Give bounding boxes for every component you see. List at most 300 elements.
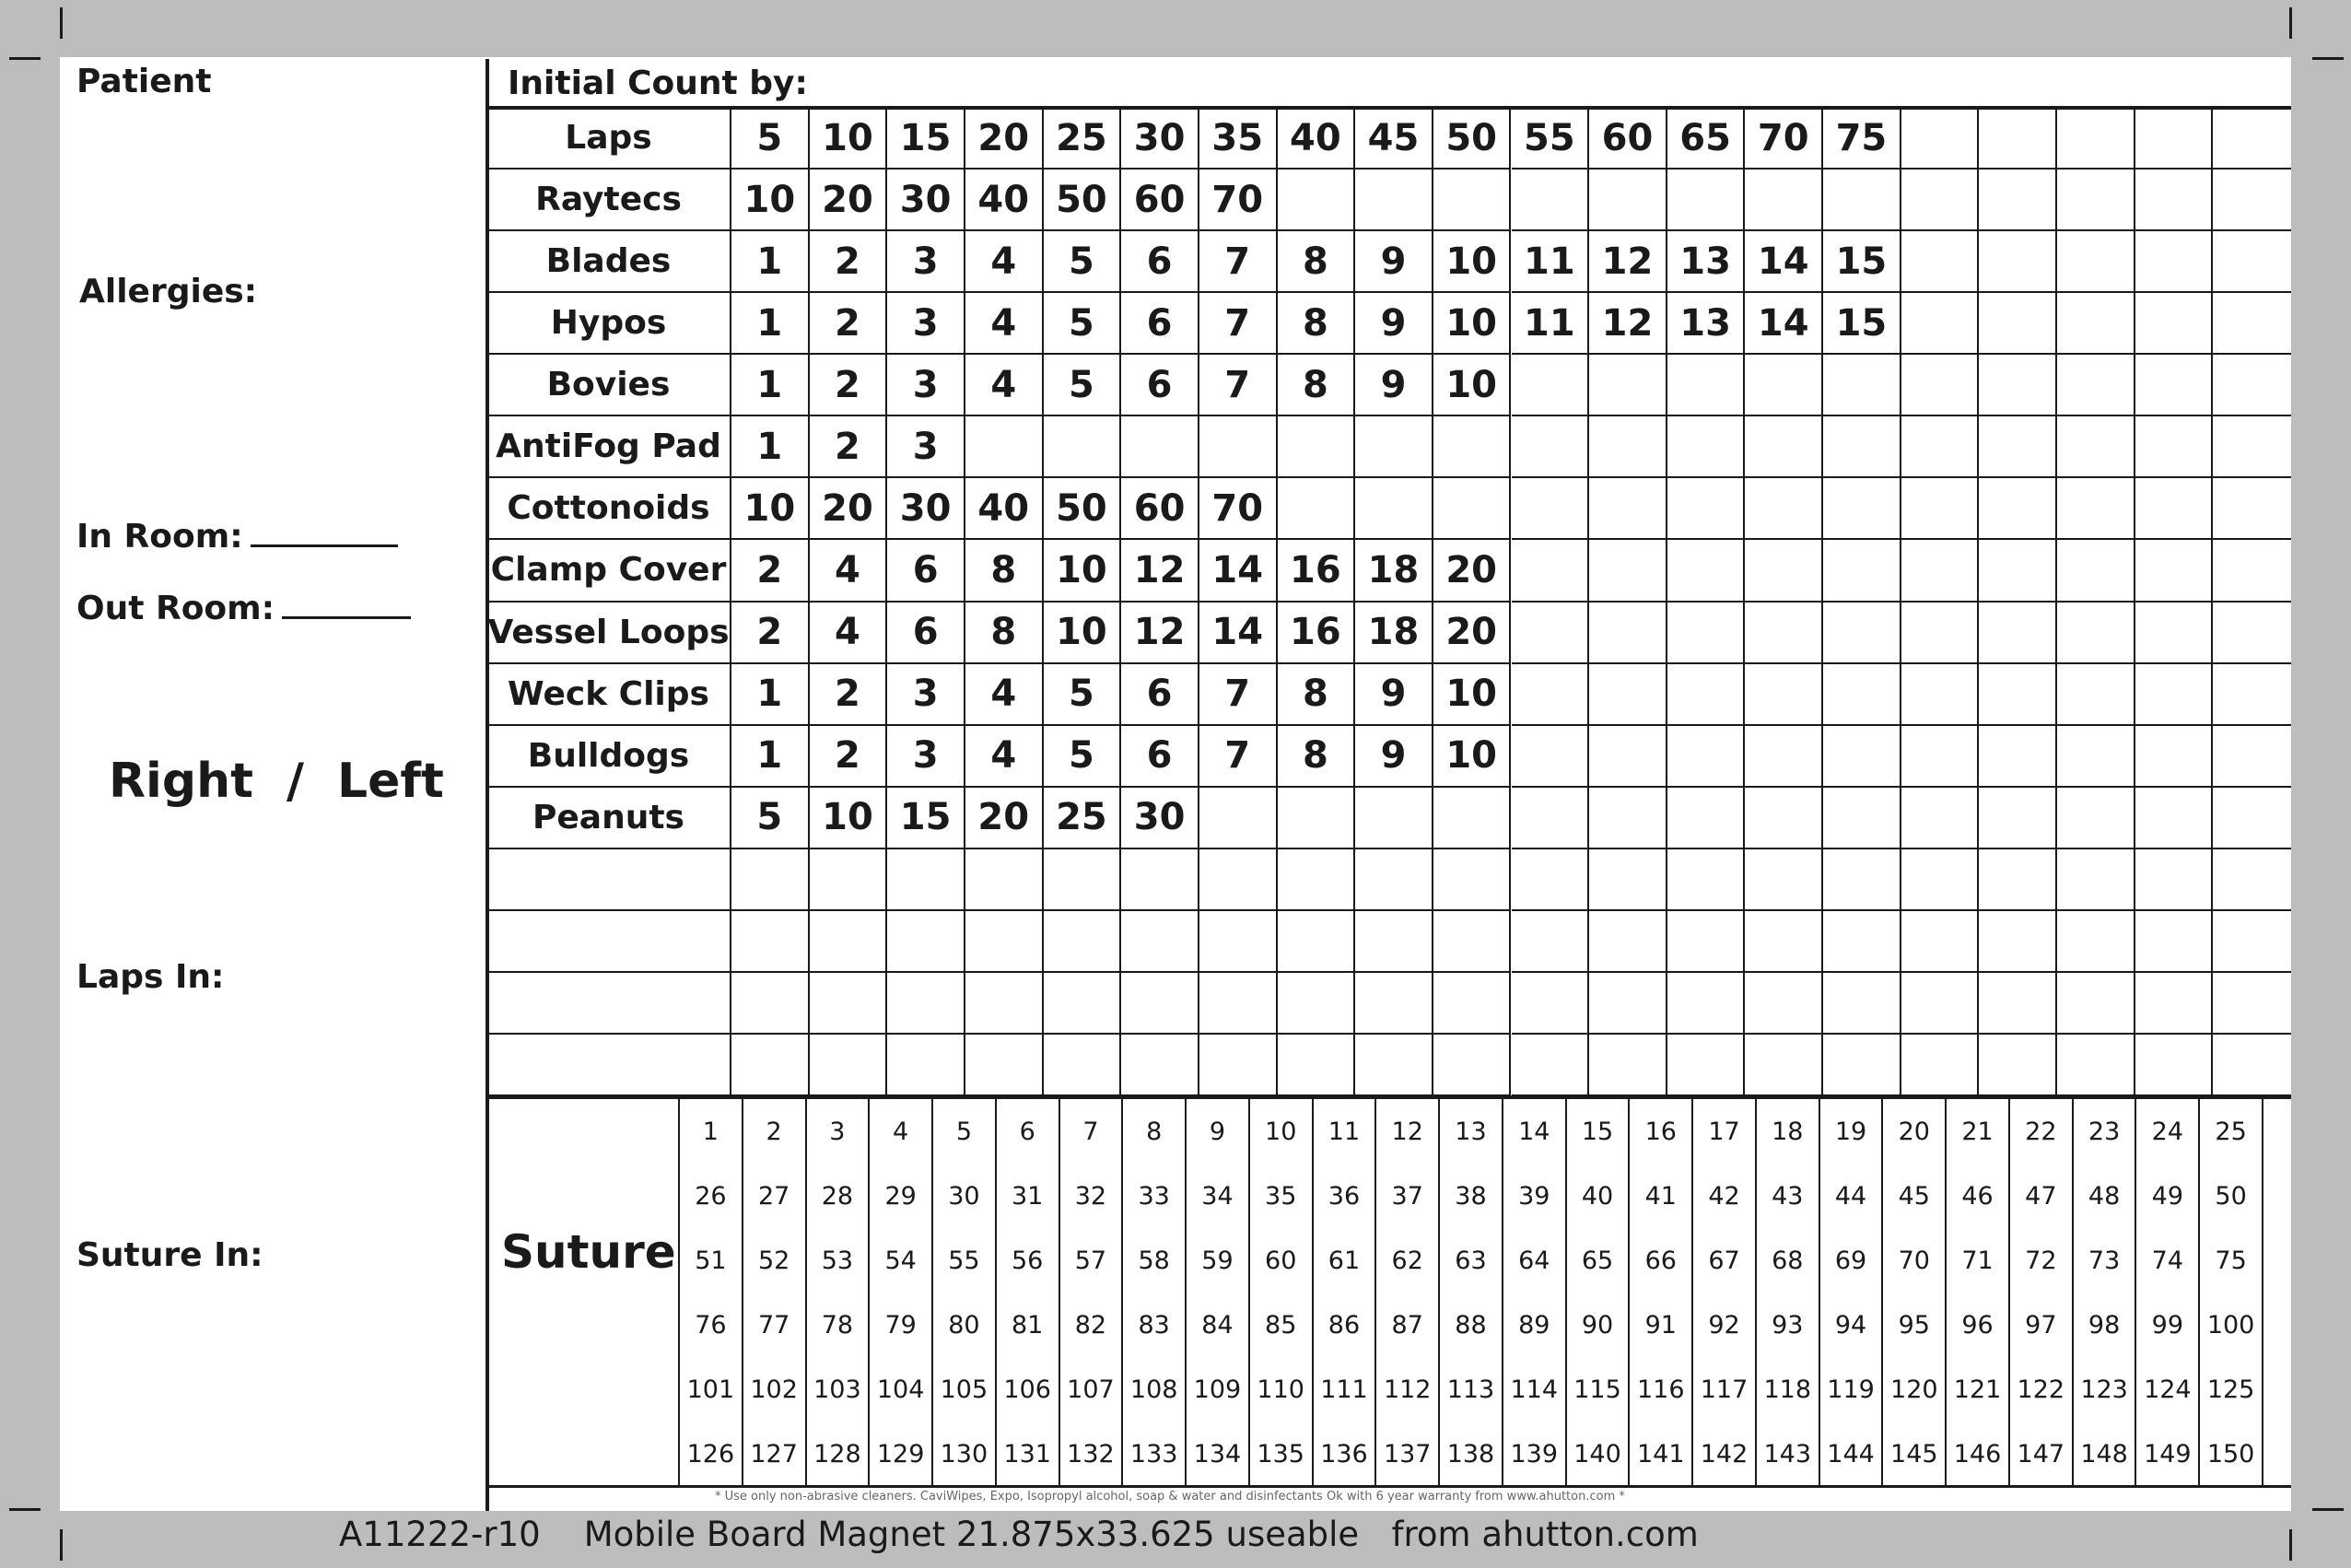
count-cell[interactable] (2135, 355, 2214, 416)
count-cell[interactable]: 2 (731, 540, 810, 602)
count-cell[interactable]: 6 (887, 540, 965, 602)
count-cell[interactable] (2213, 788, 2291, 849)
count-cell[interactable]: 12 (1589, 293, 1667, 355)
suture-cell[interactable]: 28 (807, 1164, 871, 1228)
suture-cell[interactable]: 99 (2136, 1293, 2200, 1357)
count-cell[interactable]: 12 (1121, 603, 1199, 664)
count-cell[interactable] (2135, 416, 2214, 478)
suture-cell[interactable]: 80 (933, 1293, 997, 1357)
count-cell[interactable] (1355, 416, 1433, 478)
suture-cell[interactable]: 29 (870, 1164, 933, 1228)
count-cell[interactable]: 4 (965, 231, 1044, 293)
suture-cell[interactable]: 98 (2074, 1293, 2137, 1357)
count-cell[interactable] (965, 849, 1044, 911)
count-cell[interactable] (1589, 603, 1667, 664)
suture-cell[interactable]: 113 (1440, 1357, 1503, 1422)
count-cell[interactable] (1433, 911, 1512, 973)
count-cell[interactable] (1901, 788, 1980, 849)
suture-cell[interactable]: 20 (1883, 1099, 1947, 1164)
count-cell[interactable]: 1 (731, 416, 810, 478)
count-cell[interactable] (2135, 293, 2214, 355)
count-cell[interactable] (2057, 849, 2135, 911)
suture-cell[interactable]: 23 (2074, 1099, 2137, 1164)
count-cell[interactable]: 11 (1512, 231, 1590, 293)
count-cell[interactable] (2057, 355, 2135, 416)
count-cell[interactable]: 3 (887, 293, 965, 355)
count-cell[interactable]: 30 (1121, 108, 1199, 170)
count-cell[interactable] (1979, 416, 2057, 478)
count-cell[interactable] (965, 911, 1044, 973)
count-cell[interactable] (2057, 911, 2135, 973)
count-cell[interactable]: 6 (887, 603, 965, 664)
count-cell[interactable]: 50 (1044, 478, 1122, 540)
suture-cell[interactable]: 26 (680, 1164, 743, 1228)
count-cell[interactable] (1433, 170, 1512, 231)
count-cell[interactable] (1901, 911, 1980, 973)
count-cell[interactable] (887, 973, 965, 1035)
suture-cell[interactable]: 132 (1060, 1422, 1124, 1486)
count-cell[interactable]: 7 (1199, 726, 1278, 788)
count-cell[interactable]: 12 (1589, 231, 1667, 293)
suture-cell[interactable]: 144 (1820, 1422, 1884, 1486)
count-cell[interactable] (2213, 1035, 2291, 1096)
count-cell[interactable] (1901, 478, 1980, 540)
count-cell[interactable] (1901, 849, 1980, 911)
count-cell[interactable] (1979, 108, 2057, 170)
suture-cell[interactable]: 69 (1820, 1228, 1884, 1293)
suture-cell[interactable]: 136 (1314, 1422, 1377, 1486)
count-cell[interactable]: 55 (1512, 108, 1590, 170)
count-cell[interactable]: 11 (1512, 293, 1590, 355)
suture-cell[interactable]: 45 (1883, 1164, 1947, 1228)
suture-cell[interactable]: 31 (997, 1164, 1060, 1228)
suture-cell[interactable]: 34 (1187, 1164, 1250, 1228)
count-cell[interactable]: 13 (1667, 231, 1746, 293)
count-cell[interactable] (2057, 973, 2135, 1035)
suture-cell[interactable]: 111 (1314, 1357, 1377, 1422)
count-cell[interactable]: 5 (1044, 231, 1122, 293)
count-cell[interactable] (1823, 478, 1901, 540)
count-cell[interactable] (1199, 788, 1278, 849)
count-cell[interactable]: 2 (810, 293, 888, 355)
count-cell[interactable] (1667, 788, 1746, 849)
count-cell[interactable] (1823, 911, 1901, 973)
count-cell[interactable] (887, 1035, 965, 1096)
count-cell[interactable] (1355, 973, 1433, 1035)
count-cell[interactable] (1278, 478, 1356, 540)
suture-cell[interactable]: 38 (1440, 1164, 1503, 1228)
count-cell[interactable]: 18 (1355, 540, 1433, 602)
suture-cell[interactable]: 129 (870, 1422, 933, 1486)
suture-cell[interactable]: 123 (2074, 1357, 2137, 1422)
count-cell[interactable] (1823, 849, 1901, 911)
suture-cell[interactable]: 65 (1567, 1228, 1631, 1293)
count-cell[interactable] (1667, 478, 1746, 540)
count-cell[interactable] (1512, 540, 1590, 602)
suture-cell[interactable]: 14 (1503, 1099, 1567, 1164)
suture-cell[interactable]: 77 (743, 1293, 807, 1357)
count-cell[interactable]: 10 (1044, 603, 1122, 664)
count-cell[interactable] (1512, 603, 1590, 664)
count-cell[interactable]: 75 (1823, 108, 1901, 170)
count-cell[interactable] (810, 911, 888, 973)
count-cell[interactable]: 1 (731, 664, 810, 726)
suture-cell[interactable]: 19 (1820, 1099, 1884, 1164)
count-cell[interactable] (1199, 416, 1278, 478)
count-cell[interactable]: 15 (887, 788, 965, 849)
suture-cell[interactable]: 61 (1314, 1228, 1377, 1293)
suture-cell[interactable]: 103 (807, 1357, 871, 1422)
count-cell[interactable] (1433, 973, 1512, 1035)
count-cell[interactable]: 12 (1121, 540, 1199, 602)
suture-cell[interactable]: 47 (2010, 1164, 2074, 1228)
suture-cell[interactable]: 56 (997, 1228, 1060, 1293)
suture-cell[interactable]: 36 (1314, 1164, 1377, 1228)
count-cell[interactable] (1901, 540, 1980, 602)
suture-cell[interactable]: 121 (1947, 1357, 2010, 1422)
count-cell[interactable] (2057, 788, 2135, 849)
suture-cell[interactable]: 143 (1757, 1422, 1820, 1486)
count-cell[interactable] (1433, 849, 1512, 911)
suture-cell[interactable]: 68 (1757, 1228, 1820, 1293)
count-cell[interactable]: 20 (1433, 540, 1512, 602)
count-cell[interactable]: 2 (810, 726, 888, 788)
suture-cell[interactable]: 55 (933, 1228, 997, 1293)
suture-cell[interactable]: 124 (2136, 1357, 2200, 1422)
count-cell[interactable] (2057, 664, 2135, 726)
count-cell[interactable]: 40 (1278, 108, 1356, 170)
count-cell[interactable] (1044, 416, 1122, 478)
count-cell[interactable] (1979, 540, 2057, 602)
count-cell[interactable] (1589, 355, 1667, 416)
suture-cell[interactable]: 118 (1757, 1357, 1820, 1422)
count-cell[interactable] (1823, 540, 1901, 602)
suture-cell[interactable]: 109 (1187, 1357, 1250, 1422)
suture-cell[interactable]: 85 (1250, 1293, 1314, 1357)
count-cell[interactable] (1823, 603, 1901, 664)
suture-cell[interactable]: 131 (997, 1422, 1060, 1486)
count-cell[interactable] (1901, 355, 1980, 416)
count-cell[interactable] (2213, 108, 2291, 170)
count-cell[interactable] (731, 849, 810, 911)
count-cell[interactable]: 2 (810, 231, 888, 293)
count-cell[interactable] (2057, 170, 2135, 231)
count-cell[interactable] (1667, 664, 1746, 726)
count-cell[interactable] (1589, 540, 1667, 602)
count-cell[interactable] (2057, 108, 2135, 170)
count-cell[interactable] (2135, 849, 2214, 911)
suture-cell[interactable]: 24 (2136, 1099, 2200, 1164)
count-cell[interactable]: 6 (1121, 726, 1199, 788)
count-cell[interactable]: 3 (887, 664, 965, 726)
count-cell[interactable]: 16 (1278, 603, 1356, 664)
count-cell[interactable] (1745, 355, 1823, 416)
count-cell[interactable] (1979, 664, 2057, 726)
count-cell[interactable]: 5 (731, 108, 810, 170)
count-cell[interactable] (2135, 603, 2214, 664)
suture-cell[interactable]: 135 (1250, 1422, 1314, 1486)
count-cell[interactable] (965, 1035, 1044, 1096)
count-cell[interactable]: 13 (1667, 293, 1746, 355)
suture-cell[interactable]: 53 (807, 1228, 871, 1293)
count-cell[interactable] (1745, 603, 1823, 664)
count-cell[interactable]: 5 (1044, 726, 1122, 788)
count-cell[interactable] (2213, 911, 2291, 973)
count-cell[interactable] (1745, 973, 1823, 1035)
count-cell[interactable]: 40 (965, 170, 1044, 231)
count-cell[interactable] (2213, 664, 2291, 726)
count-cell[interactable] (1278, 1035, 1356, 1096)
count-cell[interactable] (1512, 416, 1590, 478)
count-cell[interactable] (2213, 540, 2291, 602)
count-cell[interactable] (2135, 108, 2214, 170)
count-cell[interactable]: 5 (1044, 293, 1122, 355)
count-cell[interactable] (1355, 788, 1433, 849)
count-cell[interactable] (1667, 540, 1746, 602)
count-cell[interactable] (1433, 1035, 1512, 1096)
count-cell[interactable]: 2 (810, 416, 888, 478)
count-cell[interactable] (1823, 1035, 1901, 1096)
suture-cell[interactable]: 137 (1376, 1422, 1440, 1486)
suture-cell[interactable]: 2 (743, 1099, 807, 1164)
count-cell[interactable]: 10 (810, 788, 888, 849)
count-cell[interactable] (1121, 1035, 1199, 1096)
suture-cell[interactable]: 126 (680, 1422, 743, 1486)
count-cell[interactable] (1979, 911, 2057, 973)
suture-cell[interactable]: 78 (807, 1293, 871, 1357)
suture-cell[interactable]: 117 (1693, 1357, 1757, 1422)
count-cell[interactable] (1199, 973, 1278, 1035)
count-cell[interactable] (2135, 170, 2214, 231)
suture-cell[interactable]: 101 (680, 1357, 743, 1422)
count-cell[interactable] (1044, 1035, 1122, 1096)
count-cell[interactable] (1044, 849, 1122, 911)
count-cell[interactable] (1355, 849, 1433, 911)
suture-cell[interactable]: 96 (1947, 1293, 2010, 1357)
count-cell[interactable] (1667, 849, 1746, 911)
suture-cell[interactable]: 71 (1947, 1228, 2010, 1293)
count-cell[interactable]: 70 (1199, 478, 1278, 540)
suture-cell[interactable]: 6 (997, 1099, 1060, 1164)
suture-cell[interactable]: 13 (1440, 1099, 1503, 1164)
suture-cell[interactable]: 139 (1503, 1422, 1567, 1486)
count-cell[interactable] (2135, 478, 2214, 540)
count-cell[interactable] (2213, 231, 2291, 293)
suture-cell[interactable]: 125 (2200, 1357, 2263, 1422)
count-cell[interactable] (1979, 973, 2057, 1035)
count-cell[interactable]: 8 (1278, 293, 1356, 355)
count-cell[interactable] (1901, 1035, 1980, 1096)
suture-cell[interactable]: 133 (1123, 1422, 1187, 1486)
count-cell[interactable] (810, 973, 888, 1035)
count-cell[interactable]: 4 (965, 293, 1044, 355)
count-cell[interactable] (1278, 170, 1356, 231)
count-cell[interactable] (1121, 849, 1199, 911)
count-cell[interactable] (1355, 478, 1433, 540)
suture-cell[interactable]: 82 (1060, 1293, 1124, 1357)
count-cell[interactable] (2057, 293, 2135, 355)
count-cell[interactable]: 9 (1355, 355, 1433, 416)
count-cell[interactable]: 8 (1278, 664, 1356, 726)
count-cell[interactable]: 8 (965, 540, 1044, 602)
suture-cell[interactable]: 104 (870, 1357, 933, 1422)
suture-cell[interactable]: 40 (1567, 1164, 1631, 1228)
suture-cell[interactable]: 62 (1376, 1228, 1440, 1293)
suture-cell[interactable]: 148 (2074, 1422, 2137, 1486)
count-cell[interactable]: 6 (1121, 355, 1199, 416)
count-cell[interactable] (1589, 170, 1667, 231)
suture-cell[interactable]: 89 (1503, 1293, 1567, 1357)
count-cell[interactable]: 9 (1355, 664, 1433, 726)
count-cell[interactable] (1199, 1035, 1278, 1096)
count-cell[interactable] (1121, 973, 1199, 1035)
suture-cell[interactable]: 107 (1060, 1357, 1124, 1422)
count-cell[interactable]: 15 (1823, 231, 1901, 293)
count-cell[interactable] (2213, 726, 2291, 788)
count-cell[interactable]: 45 (1355, 108, 1433, 170)
count-cell[interactable]: 10 (810, 108, 888, 170)
count-cell[interactable]: 70 (1199, 170, 1278, 231)
count-cell[interactable]: 20 (810, 478, 888, 540)
count-cell[interactable] (1512, 664, 1590, 726)
count-cell[interactable]: 65 (1667, 108, 1746, 170)
count-cell[interactable]: 60 (1121, 478, 1199, 540)
count-cell[interactable] (1823, 170, 1901, 231)
count-cell[interactable] (810, 1035, 888, 1096)
suture-cell[interactable]: 145 (1883, 1422, 1947, 1486)
count-cell[interactable]: 14 (1199, 540, 1278, 602)
suture-cell[interactable]: 106 (997, 1357, 1060, 1422)
count-cell[interactable]: 3 (887, 355, 965, 416)
count-cell[interactable] (2057, 231, 2135, 293)
count-cell[interactable] (1901, 726, 1980, 788)
count-cell[interactable] (2135, 788, 2214, 849)
suture-cell[interactable]: 94 (1820, 1293, 1884, 1357)
count-cell[interactable] (1823, 355, 1901, 416)
suture-cell[interactable]: 147 (2010, 1422, 2074, 1486)
count-cell[interactable]: 25 (1044, 788, 1122, 849)
suture-cell[interactable]: 50 (2200, 1164, 2263, 1228)
count-cell[interactable]: 5 (1044, 355, 1122, 416)
count-cell[interactable] (1512, 911, 1590, 973)
count-cell[interactable]: 3 (887, 726, 965, 788)
suture-cell[interactable]: 35 (1250, 1164, 1314, 1228)
suture-cell[interactable]: 127 (743, 1422, 807, 1486)
count-cell[interactable]: 50 (1433, 108, 1512, 170)
count-cell[interactable] (1278, 416, 1356, 478)
count-cell[interactable] (1512, 788, 1590, 849)
count-cell[interactable] (1121, 416, 1199, 478)
suture-cell[interactable]: 5 (933, 1099, 997, 1164)
suture-cell[interactable]: 51 (680, 1228, 743, 1293)
count-cell[interactable]: 30 (887, 478, 965, 540)
count-cell[interactable] (1044, 911, 1122, 973)
count-cell[interactable] (965, 416, 1044, 478)
count-cell[interactable] (1901, 293, 1980, 355)
suture-cell[interactable]: 42 (1693, 1164, 1757, 1228)
suture-cell[interactable]: 9 (1187, 1099, 1250, 1164)
count-cell[interactable] (1589, 849, 1667, 911)
count-cell[interactable] (810, 849, 888, 911)
count-cell[interactable]: 20 (965, 788, 1044, 849)
count-cell[interactable] (1979, 170, 2057, 231)
count-cell[interactable] (1901, 603, 1980, 664)
count-cell[interactable]: 8 (1278, 726, 1356, 788)
count-cell[interactable]: 9 (1355, 726, 1433, 788)
count-cell[interactable] (1979, 1035, 2057, 1096)
suture-cell[interactable]: 8 (1123, 1099, 1187, 1164)
count-cell[interactable] (1667, 170, 1746, 231)
count-cell[interactable]: 20 (810, 170, 888, 231)
suture-cell[interactable]: 88 (1440, 1293, 1503, 1357)
suture-cell[interactable]: 57 (1060, 1228, 1124, 1293)
suture-cell[interactable]: 64 (1503, 1228, 1567, 1293)
suture-cell[interactable]: 128 (807, 1422, 871, 1486)
suture-cell[interactable]: 73 (2074, 1228, 2137, 1293)
suture-cell[interactable]: 63 (1440, 1228, 1503, 1293)
count-cell[interactable] (1745, 170, 1823, 231)
count-cell[interactable] (1745, 664, 1823, 726)
count-cell[interactable]: 10 (1044, 540, 1122, 602)
suture-cell[interactable]: 25 (2200, 1099, 2263, 1164)
suture-cell[interactable]: 1 (680, 1099, 743, 1164)
suture-cell[interactable]: 97 (2010, 1293, 2074, 1357)
suture-cell[interactable]: 21 (1947, 1099, 2010, 1164)
count-cell[interactable]: 4 (810, 540, 888, 602)
suture-cell[interactable]: 66 (1630, 1228, 1693, 1293)
suture-cell[interactable]: 108 (1123, 1357, 1187, 1422)
count-cell[interactable] (1667, 603, 1746, 664)
count-cell[interactable]: 10 (1433, 355, 1512, 416)
suture-cell[interactable]: 60 (1250, 1228, 1314, 1293)
count-cell[interactable]: 5 (731, 788, 810, 849)
count-cell[interactable]: 3 (887, 231, 965, 293)
count-cell[interactable]: 9 (1355, 231, 1433, 293)
count-cell[interactable] (2135, 1035, 2214, 1096)
count-cell[interactable] (1589, 1035, 1667, 1096)
count-cell[interactable] (1433, 788, 1512, 849)
count-cell[interactable]: 6 (1121, 293, 1199, 355)
suture-cell[interactable]: 75 (2200, 1228, 2263, 1293)
suture-cell[interactable]: 100 (2200, 1293, 2263, 1357)
count-cell[interactable] (1745, 911, 1823, 973)
count-cell[interactable]: 60 (1589, 108, 1667, 170)
suture-cell[interactable]: 7 (1060, 1099, 1124, 1164)
suture-cell[interactable]: 37 (1376, 1164, 1440, 1228)
count-cell[interactable] (1355, 911, 1433, 973)
count-cell[interactable]: 18 (1355, 603, 1433, 664)
count-cell[interactable] (2057, 540, 2135, 602)
suture-cell[interactable]: 146 (1947, 1422, 2010, 1486)
count-cell[interactable] (2057, 1035, 2135, 1096)
count-cell[interactable] (1121, 911, 1199, 973)
suture-cell[interactable]: 134 (1187, 1422, 1250, 1486)
count-cell[interactable] (731, 911, 810, 973)
count-cell[interactable] (1512, 973, 1590, 1035)
count-cell[interactable]: 30 (1121, 788, 1199, 849)
count-cell[interactable]: 20 (1433, 603, 1512, 664)
count-cell[interactable] (887, 911, 965, 973)
suture-cell[interactable]: 58 (1123, 1228, 1187, 1293)
count-cell[interactable]: 15 (1823, 293, 1901, 355)
suture-cell[interactable]: 27 (743, 1164, 807, 1228)
count-cell[interactable] (1512, 170, 1590, 231)
count-cell[interactable] (1745, 1035, 1823, 1096)
count-cell[interactable]: 10 (1433, 293, 1512, 355)
suture-cell[interactable]: 10 (1250, 1099, 1314, 1164)
count-cell[interactable] (1044, 973, 1122, 1035)
count-cell[interactable] (1278, 849, 1356, 911)
